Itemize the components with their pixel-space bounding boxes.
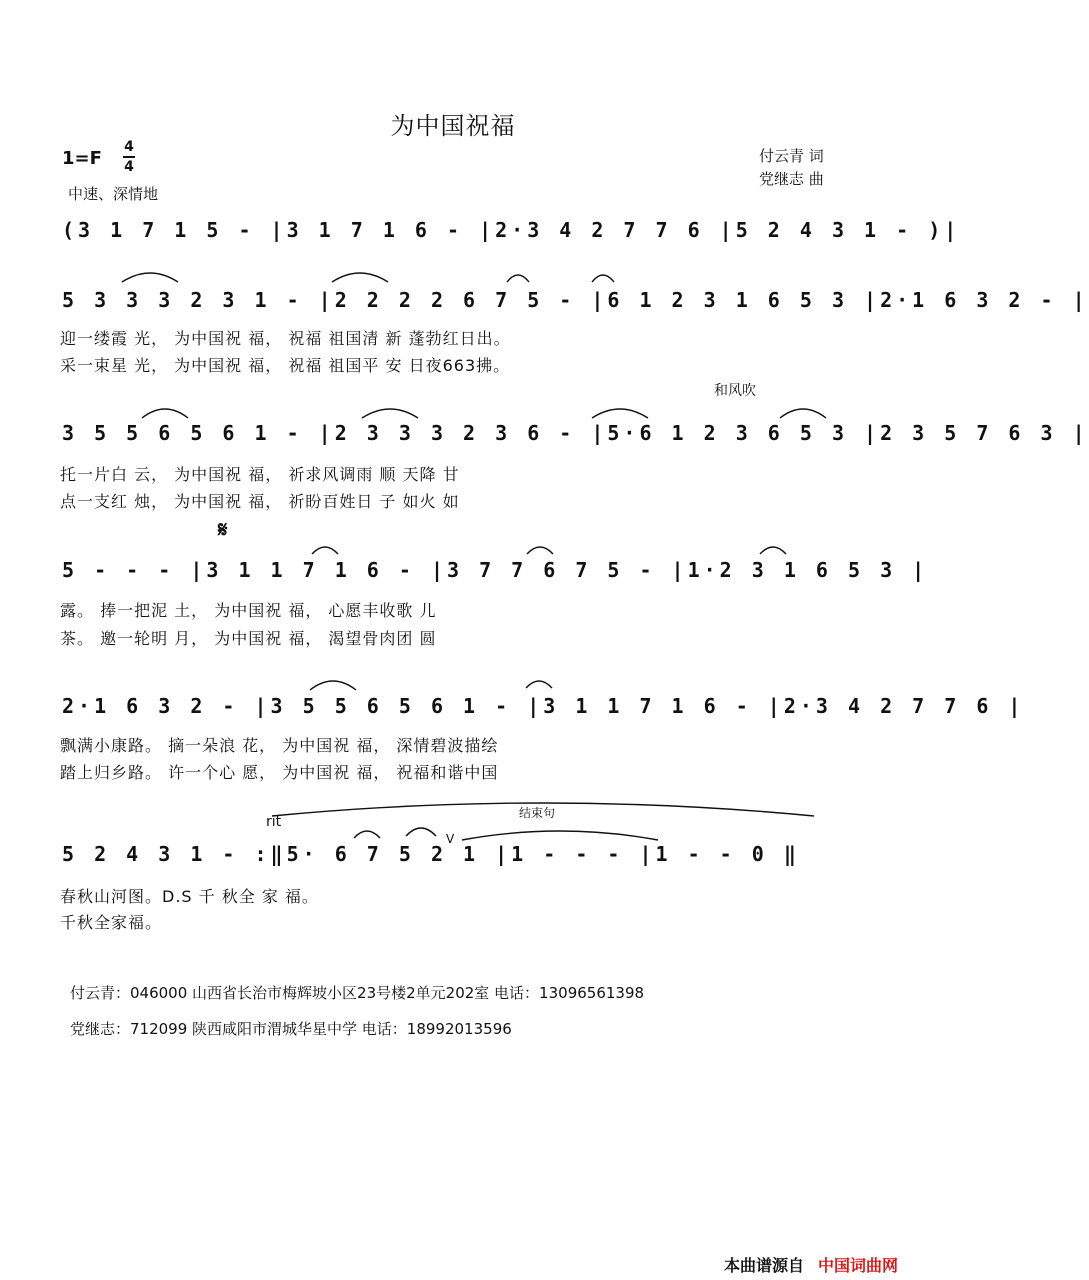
notes-row-4: 5 - - - |3 1 1 7 1 6 - |3 7 7 6 7 5 - |1·2 3 1 6 5 3 |	[62, 558, 929, 582]
time-bottom: 4	[124, 159, 134, 175]
footer-text: 本曲谱源自	[723, 1256, 804, 1275]
contact-composer: 党继志：712099 陕西咸阳市渭城华星中学 电话：18992013596	[70, 1020, 512, 1038]
composer-credit: 党继志 曲	[759, 170, 824, 188]
lyric-verse-2-row-3: 点一支红 烛， 为中国祝 福， 祈盼百姓日 子 如火 如	[60, 492, 460, 511]
time-signature	[122, 138, 136, 176]
notes-row-2: 5 3 3 3 2 3 1 - |2 2 2 2 6 7 5 - |6 1 2 3 1 6 5 3 |2·1 6 3 2 - |	[62, 288, 1089, 312]
staff-row-1	[56, 212, 961, 252]
footer-site-link[interactable]: 中国词曲网	[817, 1256, 898, 1275]
key-signature: 1=F	[62, 148, 102, 169]
staff-row-6	[56, 836, 846, 876]
rit-marking: rit	[266, 814, 282, 830]
song-title: 为中国祝福	[390, 112, 516, 140]
lyric-verse-2-row-6: 千秋全家福。	[60, 913, 163, 932]
breath-mark: V	[446, 832, 455, 846]
lyric-verse-2-row-2: 采一束星 光， 为中国祝 福， 祝福 祖国平 安 日夜663拂。	[60, 356, 511, 375]
time-top: 4	[124, 139, 134, 155]
lyric-verse-1-row-5: 飘满小康路。 摘一朵浪 花， 为中国祝 福， 深情碧波描绘	[60, 736, 499, 755]
staff-row-2	[56, 282, 1089, 322]
staff-row-4	[56, 552, 929, 592]
harmony-note: 和风吹	[714, 383, 756, 399]
staff-row-3	[56, 415, 1089, 455]
notes-row-6: 5 2 4 3 1 - :‖5· 6 7 5 2 1 |1 - - - |1 - - 0 ‖	[62, 842, 800, 866]
tempo-marking: 中速、深情地	[68, 185, 159, 203]
notes-row-1: (3 1 7 1 5 - |3 1 7 1 6 - |2·3 4 2 7 7 6 |5 2 4 3 1 - )|	[62, 218, 961, 242]
lyric-verse-1-row-2: 迎一缕霞 光， 为中国祝 福， 祝福 祖国清 新 蓬勃红日出。	[60, 329, 511, 348]
lyric-verse-1-row-3: 托一片白 云， 为中国祝 福， 祈求风调雨 顺 天降 甘	[60, 465, 460, 484]
lyric-verse-2-row-5: 踏上归乡路。 许一个心 愿， 为中国祝 福， 祝福和谐中国	[60, 763, 499, 782]
contact-lyricist: 付云青：046000 山西省长治市梅辉坡小区23号楼2单元202室 电话：13096561398	[70, 984, 645, 1002]
lyric-verse-2-row-4: 茶。 邀一轮明 月， 为中国祝 福， 渴望骨肉团 圆	[60, 629, 437, 648]
source-footer	[724, 1253, 898, 1276]
notes-row-3: 3 5 5 6 5 6 1 - |2 3 3 3 2 3 6 - |5·6 1 2 3 6 5 3 |2 3 5 7 6 3 |	[62, 421, 1089, 445]
segno-sign: 𝄋	[218, 518, 228, 543]
lyric-verse-1-row-4: 露。 捧一把泥 土， 为中国祝 福， 心愿丰收歌 儿	[60, 601, 437, 620]
staff-row-5	[56, 688, 1025, 728]
ending-label: 结束句	[519, 806, 556, 820]
lyricist-credit: 付云青 词	[759, 147, 824, 165]
notes-row-5: 2·1 6 3 2 - |3 5 5 6 5 6 1 - |3 1 1 7 1 6 - |2·3 4 2 7 7 6 |	[62, 694, 1025, 718]
lyric-verse-1-row-6: 春秋山河图。D.S 千 秋全 家 福。	[60, 887, 319, 906]
